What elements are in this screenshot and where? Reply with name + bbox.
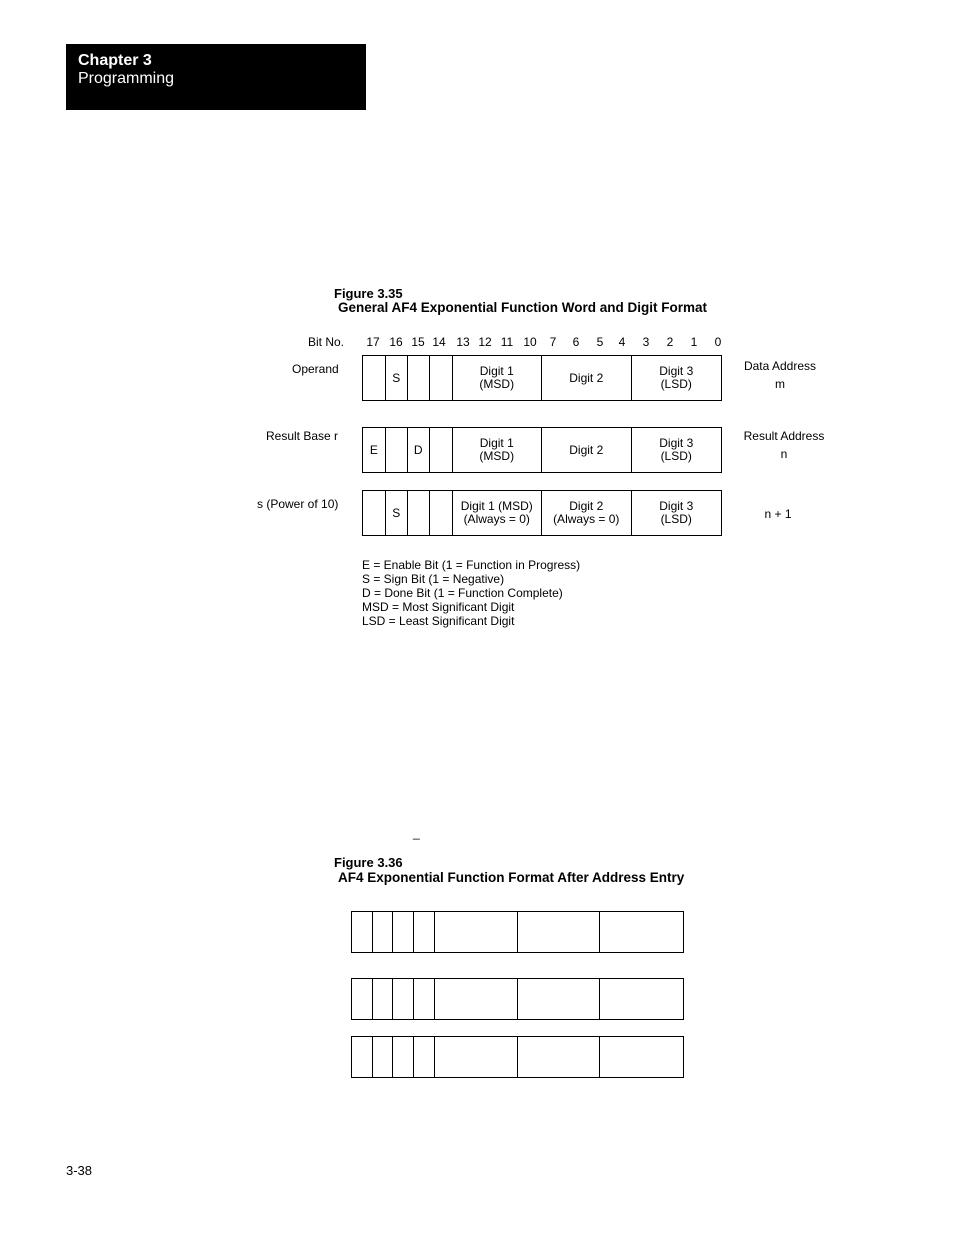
page-number: 3-38	[66, 1163, 93, 1178]
figure-36-title: AF4 Exponential Function Format After Address Entry	[338, 870, 685, 885]
section-label: Programming	[78, 70, 175, 87]
legend-item: D = Done Bit (1 = Function Complete)	[362, 586, 563, 600]
bit-cell	[414, 979, 435, 1019]
bit-number: 4	[618, 335, 626, 349]
legend-item: MSD = Most Significant Digit	[362, 600, 515, 614]
digit-label: Digit 1	[479, 436, 514, 450]
empty-word-1	[351, 911, 684, 953]
bit-cell	[373, 1037, 393, 1077]
digit-3-cell	[632, 428, 721, 472]
digit-sublabel: (MSD)	[479, 377, 515, 391]
bit-cell	[430, 428, 453, 472]
digit-cell	[518, 1037, 601, 1077]
bit-cell	[430, 491, 453, 535]
digit-label: Digit 2	[569, 442, 604, 457]
digit-cell	[518, 912, 601, 952]
digit-cell	[518, 979, 601, 1019]
digit-sublabel: (Always = 0)	[463, 512, 530, 526]
done-bit-cell: D	[408, 428, 430, 472]
empty-word-2	[351, 978, 684, 1020]
bit-cell	[363, 491, 386, 535]
digit-2-cell	[542, 356, 632, 400]
digit-sublabel: (LSD)	[660, 512, 692, 526]
sign-bit-cell: S	[386, 491, 408, 535]
underscore-mark: _	[413, 826, 420, 840]
bit-cell	[408, 356, 430, 400]
bit-number: 11	[500, 335, 514, 349]
bit-number: 7	[549, 335, 557, 349]
address-symbol: m	[775, 377, 785, 391]
bit-number: 1	[690, 335, 698, 349]
bit-cell	[393, 1037, 414, 1077]
legend-item: LSD = Least Significant Digit	[362, 614, 515, 628]
enable-bit-cell: E	[363, 428, 386, 472]
address-label: Result Address	[743, 429, 825, 443]
digit-3-cell	[632, 491, 721, 535]
legend-item: E = Enable Bit (1 = Function in Progress)	[362, 558, 581, 572]
digit-label: Digit 3	[659, 499, 694, 513]
bit-number: 5	[596, 335, 604, 349]
bit-number: 17	[366, 335, 380, 349]
power-of-ten-label: s (Power of 10)	[257, 497, 339, 511]
empty-word-3	[351, 1036, 684, 1078]
digit-1-cell	[453, 356, 543, 400]
digit-label: Digit 2	[569, 370, 604, 385]
bit-number: 13	[456, 335, 470, 349]
digit-sublabel: (MSD)	[479, 449, 515, 463]
digit-label: Digit 1 (MSD)	[460, 499, 533, 513]
digit-sublabel: (Always = 0)	[553, 512, 620, 526]
digit-2-cell	[542, 491, 632, 535]
digit-3-cell	[632, 356, 721, 400]
address-symbol: n	[780, 447, 788, 461]
chapter-label: Chapter 3	[78, 52, 152, 69]
bit-cell	[352, 979, 373, 1019]
bit-number: 3	[642, 335, 650, 349]
sign-bit-cell: S	[386, 356, 408, 400]
bit-cell	[393, 979, 414, 1019]
bit-cell	[352, 912, 373, 952]
bit-cell	[373, 912, 393, 952]
power-of-ten-address	[748, 507, 808, 521]
digit-cell	[435, 912, 518, 952]
result-base-label: Result Base r	[266, 429, 339, 443]
operand-label: Operand	[292, 362, 339, 376]
bit-number: 10	[523, 335, 537, 349]
digit-cell	[600, 912, 683, 952]
bit-number-label: Bit No.	[308, 335, 345, 349]
digit-2-cell	[542, 428, 632, 472]
bit-cell	[363, 356, 386, 400]
digit-sublabel: (LSD)	[660, 449, 692, 463]
operand-address	[738, 359, 822, 391]
digit-label: Digit 3	[659, 364, 694, 378]
digit-cell	[600, 1037, 683, 1077]
result-base-word	[362, 427, 722, 473]
digit-1-cell	[453, 428, 543, 472]
bit-number: 15	[411, 335, 425, 349]
power-of-ten-word	[362, 490, 722, 536]
bit-number: 6	[572, 335, 580, 349]
operand-word	[362, 355, 722, 401]
bit-number: 0	[714, 335, 722, 349]
bit-cell	[373, 979, 393, 1019]
result-address	[738, 429, 830, 461]
bit-cell	[414, 912, 435, 952]
chapter-header	[66, 44, 366, 110]
digit-cell	[600, 979, 683, 1019]
bit-cell	[393, 912, 414, 952]
bit-cell	[352, 1037, 373, 1077]
legend-item: S = Sign Bit (1 = Negative)	[362, 572, 505, 586]
figure-36-number: Figure 3.36	[334, 855, 403, 870]
digit-cell	[435, 1037, 518, 1077]
digit-cell	[435, 979, 518, 1019]
digit-label: Digit 2	[569, 499, 604, 513]
figure-35-number: Figure 3.35	[334, 286, 403, 301]
bit-cell	[430, 356, 453, 400]
digit-label: Digit 1	[479, 364, 514, 378]
digit-label: Digit 3	[659, 436, 694, 450]
bit-number: 12	[478, 335, 492, 349]
digit-sublabel: (LSD)	[660, 377, 692, 391]
figure-35-legend	[362, 558, 580, 628]
digit-1-cell	[453, 491, 543, 535]
bit-number: 2	[666, 335, 674, 349]
figure-35-title: General AF4 Exponential Function Word and Digit Format	[338, 300, 708, 315]
bit-cell	[386, 428, 408, 472]
bit-number: 14	[432, 335, 446, 349]
bit-cell	[414, 1037, 435, 1077]
address-label: n + 1	[764, 507, 792, 521]
bit-number: 16	[389, 335, 403, 349]
bit-cell	[408, 491, 430, 535]
address-label: Data Address	[743, 359, 817, 373]
